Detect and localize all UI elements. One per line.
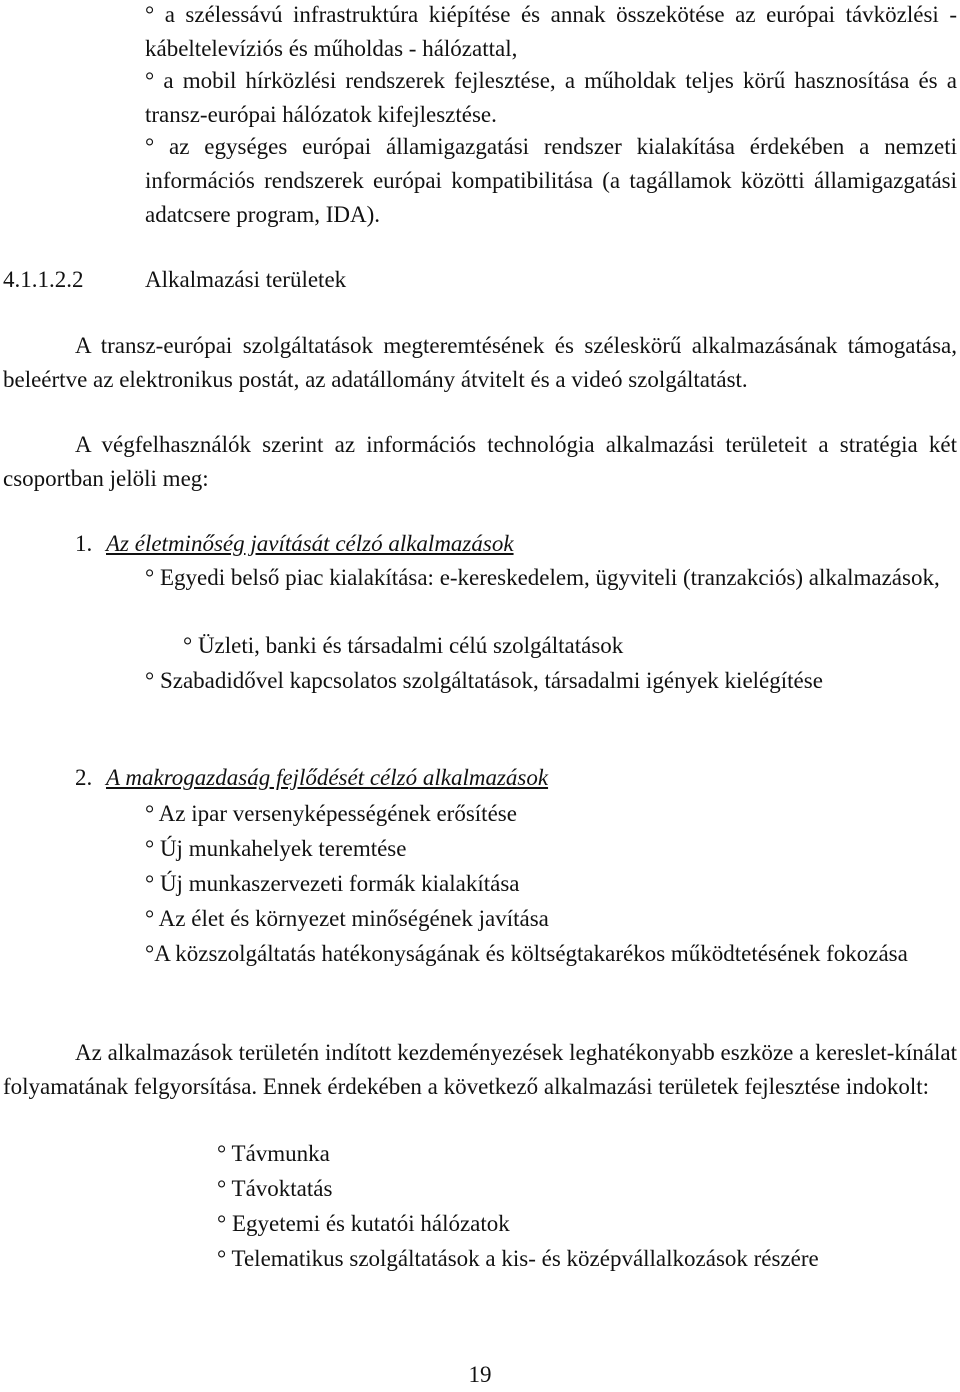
top-bullet-administration: ° az egységes európai államigazgatási rendszer kialakítása érdekében a nemzeti információs rendszerek európai kompatibilitása (a tagállamok közötti államigazgatási adatcsere program, IDA). xyxy=(145,134,957,227)
intro-paragraph: A transz-európai szolgáltatások megteremtésének és széleskörű alkalmazásának támogatása, beleértve az elektronikus postát, az adatállomány átvitelt és a videó szolgáltatást. xyxy=(3,333,957,392)
top-bullet-broadband: ° a szélessávú infrastruktúra kiépítése és annak összekötése az európai távközlési - kábeltelevíziós és műholdas - hálózattal, xyxy=(145,2,957,61)
group2-item: ° Az élet és környezet minőségének javítása xyxy=(145,906,549,931)
page-number: 19 xyxy=(468,1362,492,1387)
group2-number: 2. xyxy=(75,765,93,790)
intro-paragraph: A végfelhasználók szerint az információs technológia alkalmazási területeit a stratégia két csoportban jelöli meg: xyxy=(3,432,957,491)
final-item: ° Távmunka xyxy=(217,1141,330,1166)
group1-title: Az életminőség javítását célzó alkalmazások xyxy=(106,531,514,556)
group2-item: ° Az ipar versenyképességének erősítése xyxy=(145,801,517,826)
top-bullet-mobile: ° a mobil hírközlési rendszerek fejlesztése, a műholdak teljes körű hasznosítása és a transz-európai hálózatok kifejlesztése. xyxy=(145,68,957,127)
group1-heading xyxy=(75,527,775,561)
group2-title: A makrogazdaság fejlődését célzó alkalmazások xyxy=(106,765,549,790)
group1-item: ° Üzleti, banki és társadalmi célú szolgáltatások xyxy=(183,633,624,658)
group1-number: 1. xyxy=(75,531,93,556)
group1-item: ° Egyedi belső piac kialakítása: e-kereskedelem, ügyviteli (tranzakciós) alkalmazások, xyxy=(145,565,940,590)
section-title: Alkalmazási területek xyxy=(145,267,347,292)
group2-heading xyxy=(75,761,775,795)
section-number: 4.1.1.2.2 xyxy=(3,267,84,292)
group2-item: ° Új munkaszervezeti formák kialakítása xyxy=(145,871,520,896)
section-heading xyxy=(3,263,703,297)
group2-item: °A közszolgáltatás hatékonyságának és költségtakarékos működtetésének fokozása xyxy=(145,941,908,966)
closing-paragraph: Az alkalmazások területén indított kezdeményezések leghatékonyabb eszköze a kereslet-kínálat folyamatának felgyorsítása. Ennek érdekében a következő alkalmazási területek fejlesztése indokolt: xyxy=(3,1040,957,1099)
group2-item: ° Új munkahelyek teremtése xyxy=(145,836,407,861)
final-item: ° Távoktatás xyxy=(217,1176,333,1201)
group1-item: ° Szabadidővel kapcsolatos szolgáltatások, társadalmi igények kielégítése xyxy=(145,668,823,693)
final-item: ° Telematikus szolgáltatások a kis- és középvállalkozások részére xyxy=(217,1246,819,1271)
final-item: ° Egyetemi és kutatói hálózatok xyxy=(217,1211,510,1236)
